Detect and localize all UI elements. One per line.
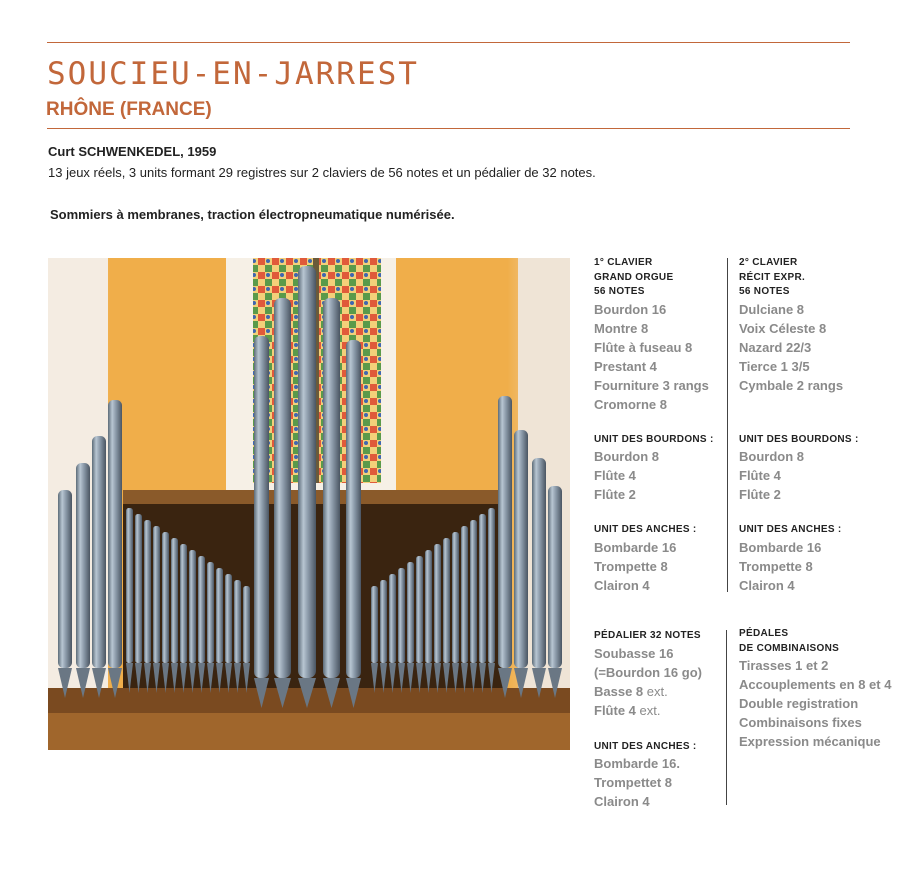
pedalier-heading: PÉDALIER 32 NOTES: [594, 630, 701, 641]
stop-item-flute: [594, 701, 702, 720]
clavier1-column: [594, 256, 714, 595]
organ-pipe: [371, 586, 378, 663]
stop-item: Bourdon 8: [594, 449, 659, 464]
organ-illustration: [48, 258, 570, 750]
organ-pipe: [479, 514, 486, 663]
organ-pipe: [144, 520, 151, 663]
stop-item: (=Bourdon 16 go): [594, 664, 702, 680]
organ-pipe: [434, 544, 441, 663]
page-subtitle: RHÔNE (FRANCE): [46, 99, 212, 120]
organ-pipe: [498, 396, 512, 668]
basse-ext: ext.: [646, 683, 668, 699]
bottom-rule: [47, 128, 850, 129]
organ-pipe: [425, 550, 432, 663]
pedales-column: [739, 627, 891, 751]
builder-line: Curt SCHWENKEDEL, 1959: [48, 144, 217, 159]
organ-pipe: [92, 436, 106, 668]
stop-item: Trompette 8: [594, 558, 668, 574]
organ-pipe: [532, 458, 546, 668]
pedale-item: Expression mécanique: [739, 734, 881, 749]
organ-pipe: [346, 340, 361, 678]
organ-pipe: [398, 568, 405, 663]
organ-pipe: [76, 463, 90, 668]
organ-pipe: [171, 538, 178, 663]
basse-label: Basse 8: [594, 683, 644, 699]
stop-item: Prestant 4: [594, 358, 657, 374]
stop-item: Flûte 4: [594, 468, 636, 483]
stop-item: Voix Céleste 8: [739, 320, 827, 336]
organ-pipe: [470, 520, 477, 663]
organ-pipe: [180, 544, 187, 663]
stop-item-basse: [594, 682, 702, 701]
pedales-heading: PÉDALES DE COMBINAISONS: [739, 628, 840, 654]
organ-pipe: [323, 298, 340, 678]
organ-pipe: [198, 556, 205, 663]
organ-pipe: [548, 486, 562, 668]
stop-item: Flûte 4: [739, 468, 781, 483]
pedalier-anches-heading: UNIT DES ANCHES :: [594, 740, 697, 752]
organ-pipe: [452, 532, 459, 663]
organ-pipe: [225, 574, 232, 663]
flute-label: Flûte 4: [594, 702, 636, 718]
stop-item: Cromorne 8: [594, 396, 667, 412]
organ-pipe: [135, 514, 142, 663]
column-divider-top: [727, 258, 728, 592]
organ-photo: [48, 258, 570, 750]
stop-item: Dulciane 8: [739, 301, 805, 317]
organ-pipe: [234, 580, 241, 663]
stop-item: Bombarde 16.: [594, 756, 680, 771]
stop-item: Clairon 4: [739, 577, 795, 593]
organ-pipe: [488, 508, 495, 663]
stop-item: Bourdon 16: [594, 301, 667, 317]
organ-pipe: [443, 538, 450, 663]
organ-pipe: [514, 430, 528, 668]
stop-item: Bombarde 16: [594, 539, 677, 555]
stop-item: Trompettet 8: [594, 775, 673, 790]
stop-item: Clairon 4: [594, 577, 650, 593]
pedale-item: Combinaisons fixes: [739, 715, 862, 730]
clavier2-column: [739, 256, 859, 595]
clavier2-heading: 2° CLAVIER RÉCIT EXPR. 56 NOTES: [739, 257, 806, 297]
organ-pipe: [58, 490, 72, 668]
flute-ext: ext.: [639, 702, 661, 718]
clavier1-heading: 1° CLAVIER GRAND ORGUE 56 NOTES: [594, 257, 674, 297]
organ-pipe: [461, 526, 468, 663]
organ-pipe: [416, 556, 423, 663]
organ-pipe: [380, 580, 387, 663]
top-rule: [47, 42, 850, 43]
stop-item: Flûte 2: [594, 487, 636, 502]
stop-item: Flûte 2: [739, 487, 781, 502]
organ-pipe: [153, 526, 160, 663]
pedalier-column: [594, 629, 702, 811]
stop-item: Fourniture 3 rangs: [594, 377, 709, 393]
page-title: SOUCIEU-EN-JARREST: [47, 56, 419, 92]
organ-pipe: [389, 574, 396, 663]
clavier1-stops: [594, 300, 714, 414]
clavier1-bourdons-heading: UNIT DES BOURDONS :: [594, 433, 714, 445]
stop-item: Soubasse 16: [594, 645, 674, 661]
organ-pipe: [243, 586, 250, 663]
organ-pipe: [254, 336, 269, 678]
column-divider-bottom: [726, 630, 727, 805]
stop-item: Nazard 22/3: [739, 339, 812, 355]
stop-item: Flûte à fuseau 8: [594, 339, 693, 355]
stop-item: Tierce 1 3/5: [739, 358, 810, 374]
stop-item: Montre 8: [594, 320, 649, 336]
stop-item: Trompette 8: [739, 558, 813, 574]
organ-pipe: [207, 562, 214, 663]
stop-item: Bombarde 16: [739, 539, 822, 555]
organ-pipe: [407, 562, 414, 663]
organ-pipe: [108, 400, 122, 668]
organ-pipe: [126, 508, 133, 663]
stop-item: Bourdon 8: [739, 449, 804, 464]
organ-pipe: [216, 568, 223, 663]
description-line: 13 jeux réels, 3 units formant 29 registres sur 2 claviers de 56 notes et un pédalier de 32 notes.: [48, 165, 596, 180]
clavier1-anches-heading: UNIT DES ANCHES :: [594, 524, 697, 535]
organ-pipe: [298, 266, 316, 678]
clavier2-anches-heading: UNIT DES ANCHES :: [739, 524, 842, 535]
organ-pipe: [274, 298, 291, 678]
stop-item: Cymbale 2 rangs: [739, 377, 844, 393]
stop-item: Clairon 4: [594, 794, 650, 809]
mechanism-line: Sommiers à membranes, traction électropneumatique numérisée.: [50, 207, 455, 222]
pedale-item: Tirasses 1 et 2: [739, 658, 829, 673]
pedale-item: Accouplements en 8 et 4: [739, 677, 892, 692]
clavier2-bourdons-heading: UNIT DES BOURDONS :: [739, 433, 859, 445]
organ-pipe: [162, 532, 169, 663]
organ-pipe: [189, 550, 196, 663]
pedale-item: Double registration: [739, 696, 859, 711]
